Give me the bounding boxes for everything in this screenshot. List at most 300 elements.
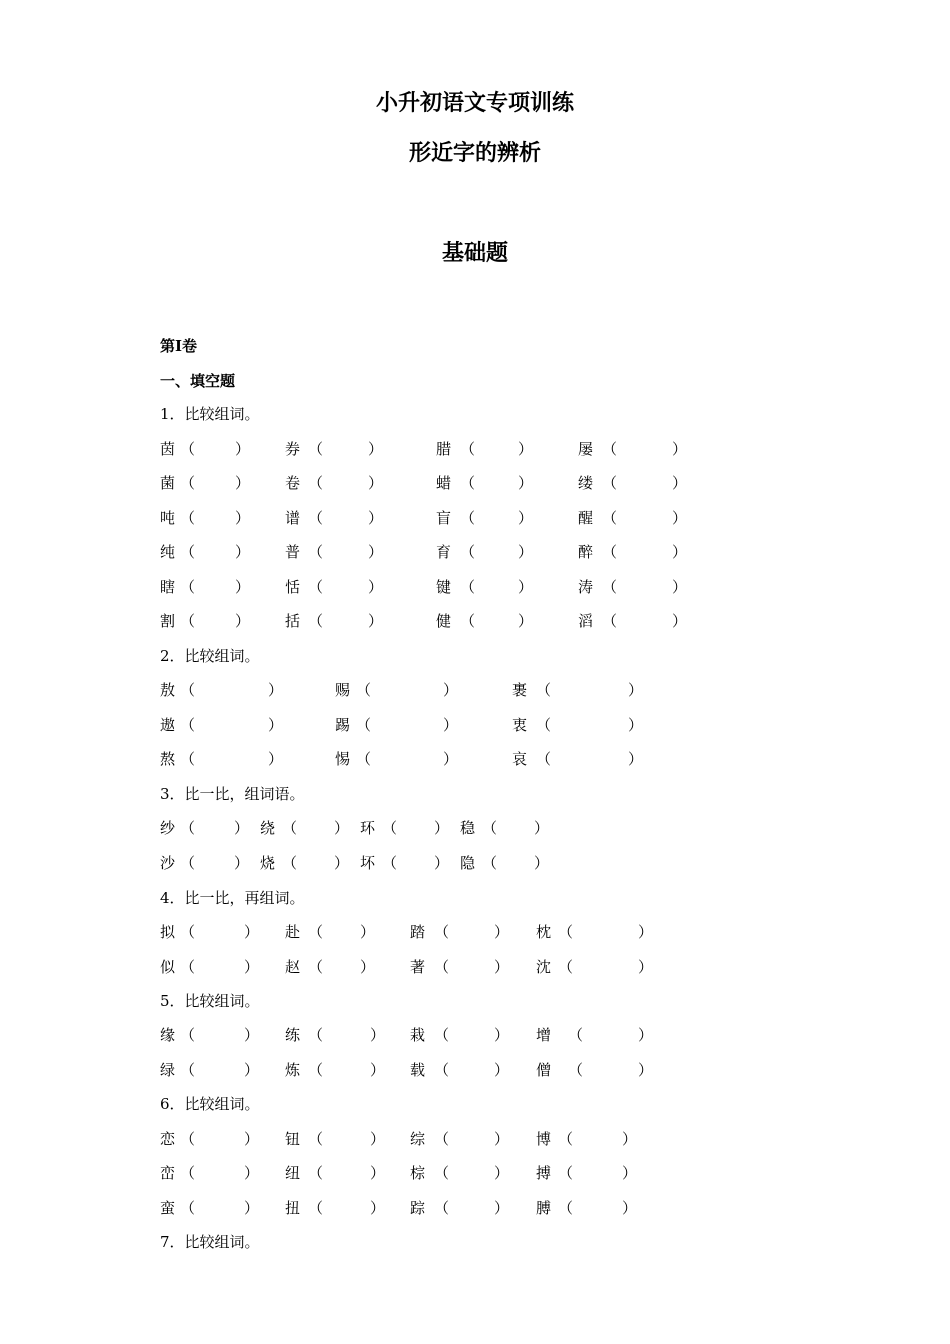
answer-paren-close: ） (268, 750, 284, 768)
character: 枕 (536, 923, 552, 941)
answer-paren-close: ） (518, 474, 534, 492)
answer-blank[interactable] (448, 1197, 494, 1217)
answer-paren-close: ） (443, 716, 459, 734)
answer-blank[interactable] (616, 541, 672, 561)
character: 缕 (578, 474, 594, 492)
answer-paren-close: ） (370, 1164, 386, 1182)
question-label: 2．比较组词。 (160, 647, 260, 665)
word-row (160, 1128, 720, 1150)
answer-paren-open: （ (460, 474, 476, 492)
character: 券 (285, 440, 301, 458)
answer-paren-close: ） (518, 440, 534, 458)
character: 绿 (160, 1061, 176, 1079)
answer-blank[interactable] (474, 507, 518, 527)
question-label: 3．比一比，组词语。 (160, 785, 305, 803)
answer-paren-close: ） (268, 716, 284, 734)
character: 峦 (160, 1164, 176, 1182)
character: 瞎 (160, 578, 176, 596)
answer-blank[interactable] (448, 1162, 494, 1182)
answer-blank[interactable] (572, 1162, 622, 1182)
word-row (160, 1024, 720, 1046)
answer-paren-close: ） (494, 958, 510, 976)
doc-subtitle: 形近字的辨析 (408, 140, 541, 166)
answer-blank[interactable] (322, 921, 360, 941)
character: 茵 (160, 440, 176, 458)
answer-paren-close: ） (235, 612, 251, 630)
answer-paren-close: ） (360, 923, 376, 941)
answer-blank[interactable] (572, 1128, 622, 1148)
answer-paren-close: ） (234, 819, 250, 837)
character: 育 (436, 543, 452, 561)
answer-paren-open: （ (180, 1199, 196, 1217)
word-row (160, 576, 720, 598)
doc-title: 小升初语文专项训练 (375, 90, 574, 116)
answer-paren-open: （ (308, 1130, 324, 1148)
character: 踢 (335, 716, 351, 734)
answer-paren-close: ） (268, 681, 284, 699)
section-title: 基础题 (441, 240, 508, 266)
answer-paren-open: （ (308, 578, 324, 596)
answer-paren-open: （ (460, 440, 476, 458)
answer-blank[interactable] (616, 610, 672, 630)
character: 裹 (512, 681, 528, 699)
character: 敖 (160, 681, 176, 699)
answer-paren-open: （ (180, 1026, 196, 1044)
answer-paren-close: ） (638, 958, 654, 976)
answer-paren-close: ） (368, 543, 384, 561)
character: 烧 (260, 854, 276, 872)
answer-paren-close: ） (235, 543, 251, 561)
character: 滔 (578, 612, 594, 630)
character: 钮 (285, 1130, 301, 1148)
answer-blank[interactable] (474, 610, 518, 630)
answer-paren-close: ） (443, 681, 459, 699)
character: 菌 (160, 474, 176, 492)
character: 绕 (260, 819, 276, 837)
answer-paren-open: （ (356, 716, 372, 734)
character: 括 (285, 612, 301, 630)
answer-blank[interactable] (496, 852, 534, 872)
answer-paren-open: （ (434, 1130, 450, 1148)
answer-paren-close: ） (370, 1061, 386, 1079)
word-row (160, 956, 720, 978)
answer-blank[interactable] (550, 679, 628, 699)
answer-blank[interactable] (322, 610, 368, 630)
character: 栽 (410, 1026, 426, 1044)
answer-blank[interactable] (296, 852, 334, 872)
answer-blank[interactable] (496, 817, 534, 837)
answer-blank[interactable] (448, 1128, 494, 1148)
answer-paren-open: （ (460, 509, 476, 527)
character: 键 (436, 578, 452, 596)
character: 著 (410, 958, 426, 976)
word-row (160, 852, 720, 874)
answer-paren-close: ） (368, 612, 384, 630)
answer-paren-close: ） (494, 1164, 510, 1182)
answer-paren-close: ） (368, 578, 384, 596)
answer-paren-open: （ (558, 1164, 574, 1182)
character: 炼 (285, 1061, 301, 1079)
answer-paren-open: （ (602, 578, 618, 596)
answer-paren-open: （ (180, 854, 196, 872)
answer-blank[interactable] (572, 1197, 622, 1217)
answer-paren-open: （ (180, 474, 196, 492)
answer-paren-open: （ (558, 1130, 574, 1148)
answer-paren-open: （ (434, 1199, 450, 1217)
answer-blank[interactable] (582, 1024, 638, 1044)
answer-paren-close: ） (518, 509, 534, 527)
answer-paren-close: ） (244, 958, 260, 976)
answer-paren-close: ） (334, 854, 350, 872)
answer-paren-open: （ (558, 923, 574, 941)
answer-paren-close: ） (244, 1164, 260, 1182)
answer-blank[interactable] (322, 541, 368, 561)
answer-paren-open: （ (602, 543, 618, 561)
word-row (160, 507, 720, 529)
answer-blank[interactable] (194, 714, 268, 734)
word-row (160, 679, 720, 701)
answer-paren-close: ） (434, 854, 450, 872)
answer-paren-open: （ (434, 1061, 450, 1079)
character: 坏 (360, 854, 376, 872)
character: 涛 (578, 578, 594, 596)
character: 缘 (160, 1026, 176, 1044)
word-row (160, 921, 720, 943)
answer-paren-close: ） (638, 1026, 654, 1044)
answer-blank[interactable] (322, 472, 368, 492)
answer-blank[interactable] (322, 956, 360, 976)
answer-paren-open: （ (308, 1164, 324, 1182)
answer-paren-close: ） (518, 578, 534, 596)
answer-blank[interactable] (616, 576, 672, 596)
answer-blank[interactable] (448, 956, 494, 976)
answer-blank[interactable] (370, 748, 443, 768)
answer-paren-close: ） (672, 543, 688, 561)
answer-paren-close: ） (494, 1199, 510, 1217)
answer-paren-close: ） (494, 923, 510, 941)
character: 沈 (536, 958, 552, 976)
answer-paren-open: （ (308, 440, 324, 458)
answer-blank[interactable] (194, 472, 235, 492)
answer-blank[interactable] (474, 438, 518, 458)
answer-paren-open: （ (382, 854, 398, 872)
character: 环 (360, 819, 376, 837)
question-label: 7．比较组词。 (160, 1233, 260, 1251)
character: 普 (285, 543, 301, 561)
answer-paren-close: ） (638, 1061, 654, 1079)
answer-blank[interactable] (322, 1128, 370, 1148)
answer-paren-close: ） (494, 1130, 510, 1148)
answer-paren-open: （ (382, 819, 398, 837)
answer-paren-close: ） (628, 716, 644, 734)
answer-blank[interactable] (370, 679, 443, 699)
answer-paren-close: ） (370, 1130, 386, 1148)
answer-paren-open: （ (482, 854, 498, 872)
answer-blank[interactable] (194, 817, 234, 837)
character: 膊 (536, 1199, 552, 1217)
answer-paren-open: （ (482, 819, 498, 837)
answer-paren-open: （ (180, 716, 196, 734)
answer-paren-close: ） (234, 854, 250, 872)
answer-blank[interactable] (194, 921, 244, 941)
answer-paren-close: ） (518, 612, 534, 630)
answer-blank[interactable] (194, 438, 235, 458)
question-label: 4．比一比，再组词。 (160, 889, 305, 907)
character: 遨 (160, 716, 176, 734)
character: 醉 (578, 543, 594, 561)
answer-paren-open: （ (536, 681, 552, 699)
character: 纽 (285, 1164, 301, 1182)
answer-paren-open: （ (180, 1061, 196, 1079)
answer-blank[interactable] (474, 541, 518, 561)
answer-paren-open: （ (460, 578, 476, 596)
answer-paren-open: （ (602, 474, 618, 492)
answer-paren-open: （ (536, 716, 552, 734)
answer-paren-close: ） (628, 750, 644, 768)
word-row (160, 1197, 720, 1219)
answer-blank[interactable] (194, 852, 234, 872)
answer-blank[interactable] (448, 1024, 494, 1044)
answer-blank[interactable] (296, 817, 334, 837)
answer-blank[interactable] (322, 1024, 370, 1044)
answer-blank[interactable] (194, 610, 235, 630)
answer-paren-close: ） (494, 1026, 510, 1044)
answer-paren-open: （ (180, 750, 196, 768)
answer-blank[interactable] (194, 956, 244, 976)
character: 哀 (512, 750, 528, 768)
word-row (160, 438, 720, 460)
character: 蛮 (160, 1199, 176, 1217)
answer-paren-close: ） (244, 923, 260, 941)
answer-blank[interactable] (370, 714, 443, 734)
character: 醒 (578, 509, 594, 527)
answer-paren-close: ） (672, 509, 688, 527)
answer-blank[interactable] (572, 956, 638, 976)
answer-paren-close: ） (244, 1130, 260, 1148)
answer-paren-open: （ (180, 509, 196, 527)
answer-blank[interactable] (194, 679, 268, 699)
answer-blank[interactable] (616, 507, 672, 527)
answer-paren-close: ） (370, 1026, 386, 1044)
answer-blank[interactable] (550, 748, 628, 768)
answer-paren-close: ） (368, 474, 384, 492)
answer-paren-open: （ (568, 1061, 584, 1079)
answer-paren-open: （ (434, 1026, 450, 1044)
word-row (160, 817, 720, 839)
character: 屡 (578, 440, 594, 458)
character: 恬 (285, 578, 301, 596)
answer-paren-close: ） (628, 681, 644, 699)
answer-paren-open: （ (558, 1199, 574, 1217)
answer-blank[interactable] (322, 576, 368, 596)
word-row (160, 472, 720, 494)
word-row (160, 541, 720, 563)
answer-paren-close: ） (622, 1164, 638, 1182)
character: 恋 (160, 1130, 176, 1148)
answer-paren-open: （ (180, 543, 196, 561)
answer-blank[interactable] (582, 1059, 638, 1079)
answer-blank[interactable] (194, 541, 235, 561)
answer-paren-open: （ (308, 1199, 324, 1217)
answer-blank[interactable] (322, 1059, 370, 1079)
answer-paren-close: ） (443, 750, 459, 768)
answer-blank[interactable] (194, 576, 235, 596)
character: 似 (160, 958, 176, 976)
answer-paren-open: （ (460, 543, 476, 561)
character: 隐 (460, 854, 476, 872)
answer-paren-close: ） (244, 1061, 260, 1079)
answer-paren-open: （ (434, 1164, 450, 1182)
answer-blank[interactable] (322, 438, 368, 458)
answer-paren-close: ） (518, 543, 534, 561)
character: 增 (536, 1026, 552, 1044)
answer-paren-close: ） (235, 509, 251, 527)
answer-blank[interactable] (396, 852, 434, 872)
answer-paren-close: ） (672, 612, 688, 630)
character: 谱 (285, 509, 301, 527)
character: 吨 (160, 509, 176, 527)
answer-paren-open: （ (308, 543, 324, 561)
answer-paren-close: ） (534, 854, 550, 872)
character: 踪 (410, 1199, 426, 1217)
character: 博 (536, 1130, 552, 1148)
answer-blank[interactable] (194, 1059, 244, 1079)
answer-blank[interactable] (396, 817, 434, 837)
answer-blank[interactable] (474, 472, 518, 492)
answer-paren-open: （ (602, 612, 618, 630)
answer-paren-close: ） (235, 578, 251, 596)
character: 衷 (512, 716, 528, 734)
answer-paren-open: （ (180, 612, 196, 630)
answer-blank[interactable] (194, 1024, 244, 1044)
character: 踏 (410, 923, 426, 941)
answer-paren-open: （ (308, 923, 324, 941)
question-label: 6．比较组词。 (160, 1095, 260, 1113)
answer-paren-close: ） (334, 819, 350, 837)
answer-blank[interactable] (322, 1162, 370, 1182)
answer-paren-open: （ (282, 854, 298, 872)
answer-paren-open: （ (282, 819, 298, 837)
character: 卷 (285, 474, 301, 492)
answer-blank[interactable] (322, 1197, 370, 1217)
answer-paren-open: （ (180, 440, 196, 458)
answer-blank[interactable] (474, 576, 518, 596)
answer-paren-open: （ (536, 750, 552, 768)
character: 健 (436, 612, 452, 630)
answer-paren-open: （ (434, 923, 450, 941)
character: 盲 (436, 509, 452, 527)
answer-paren-open: （ (356, 681, 372, 699)
question-label: 5．比较组词。 (160, 992, 260, 1010)
word-row (160, 748, 720, 770)
answer-paren-close: ） (672, 578, 688, 596)
character: 纱 (160, 819, 176, 837)
answer-paren-close: ） (638, 923, 654, 941)
answer-paren-open: （ (602, 440, 618, 458)
answer-paren-open: （ (434, 958, 450, 976)
answer-blank[interactable] (194, 1128, 244, 1148)
answer-paren-close: ） (672, 440, 688, 458)
answer-paren-close: ） (672, 474, 688, 492)
answer-blank[interactable] (616, 472, 672, 492)
word-row (160, 610, 720, 632)
answer-blank[interactable] (572, 921, 638, 941)
answer-paren-open: （ (308, 612, 324, 630)
answer-blank[interactable] (448, 921, 494, 941)
character: 赵 (285, 958, 301, 976)
answer-paren-open: （ (180, 923, 196, 941)
answer-paren-open: （ (180, 1164, 196, 1182)
part-label: 一、填空题 (160, 372, 236, 390)
answer-blank[interactable] (550, 714, 628, 734)
character: 综 (410, 1130, 426, 1148)
answer-paren-close: ） (360, 958, 376, 976)
answer-paren-close: ） (534, 819, 550, 837)
answer-paren-open: （ (568, 1026, 584, 1044)
answer-blank[interactable] (616, 438, 672, 458)
character: 蜡 (436, 474, 452, 492)
answer-paren-open: （ (558, 958, 574, 976)
character: 腊 (436, 440, 452, 458)
character: 赐 (335, 681, 351, 699)
answer-paren-open: （ (308, 1026, 324, 1044)
answer-paren-close: ） (622, 1130, 638, 1148)
word-row (160, 1162, 720, 1184)
answer-paren-open: （ (308, 509, 324, 527)
answer-blank[interactable] (322, 507, 368, 527)
character: 练 (285, 1026, 301, 1044)
character: 拟 (160, 923, 176, 941)
answer-blank[interactable] (194, 748, 268, 768)
answer-paren-open: （ (356, 750, 372, 768)
word-row (160, 1059, 720, 1081)
answer-paren-close: ） (244, 1199, 260, 1217)
answer-blank[interactable] (194, 507, 235, 527)
answer-paren-open: （ (460, 612, 476, 630)
character: 棕 (410, 1164, 426, 1182)
answer-blank[interactable] (194, 1197, 244, 1217)
answer-paren-close: ） (434, 819, 450, 837)
answer-paren-open: （ (180, 578, 196, 596)
character: 搏 (536, 1164, 552, 1182)
answer-paren-close: ） (235, 474, 251, 492)
answer-blank[interactable] (448, 1059, 494, 1079)
answer-paren-open: （ (308, 1061, 324, 1079)
answer-paren-open: （ (180, 958, 196, 976)
character: 赴 (285, 923, 301, 941)
answer-paren-open: （ (602, 509, 618, 527)
answer-paren-close: ） (244, 1026, 260, 1044)
answer-paren-close: ） (494, 1061, 510, 1079)
answer-paren-close: ） (368, 440, 384, 458)
answer-paren-open: （ (180, 1130, 196, 1148)
character: 载 (410, 1061, 426, 1079)
volume-label: 第Ⅰ卷 (160, 337, 198, 355)
character: 熬 (160, 750, 176, 768)
character: 僧 (536, 1061, 552, 1079)
answer-paren-open: （ (308, 958, 324, 976)
word-row (160, 714, 720, 736)
character: 割 (160, 612, 176, 630)
answer-paren-close: ） (370, 1199, 386, 1217)
character: 稳 (460, 819, 476, 837)
answer-paren-open: （ (180, 681, 196, 699)
answer-paren-close: ） (622, 1199, 638, 1217)
question-label: 1．比较组词。 (160, 405, 260, 423)
answer-blank[interactable] (194, 1162, 244, 1182)
character: 沙 (160, 854, 176, 872)
answer-paren-close: ） (368, 509, 384, 527)
